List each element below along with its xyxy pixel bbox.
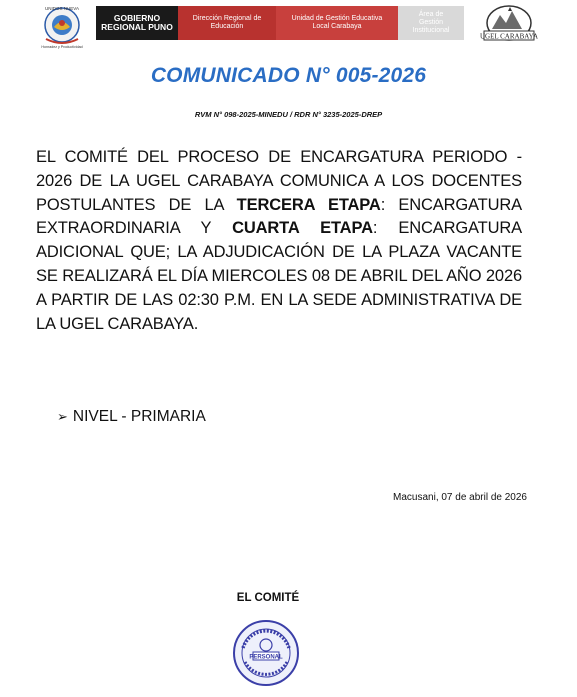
level-text: NIVEL - PRIMARIA — [72, 408, 206, 425]
right-logo-text: UGEL CARABAYA — [479, 32, 539, 41]
band-area-gestion: Área de Gestión Institucional — [398, 6, 464, 40]
stage-three-label: TERCERA ETAPA — [236, 195, 381, 214]
document-header — [0, 0, 577, 50]
date-line: Macusani, 07 de abril de 2026 — [393, 492, 527, 503]
ugel-carabaya-logo-icon — [478, 3, 540, 47]
district-coat-of-arms-icon — [38, 3, 86, 49]
seal-center-text: PERSONAL — [249, 654, 283, 661]
legal-reference: RVM N° 098-2025-MINEDU / RDR N° 3235-2025-DREP — [194, 110, 383, 119]
level-list-item — [57, 408, 206, 426]
stage-four-label: CUARTA ETAPA — [232, 219, 373, 238]
left-logo-top-text: UNIDOS NUEVA — [45, 6, 79, 11]
announcement-body: EL COMITÉ DEL PROCESO DE ENCARGATURA PERIODO - 2026 DE LA UGEL CARABAYA COMUNICA A LOS DOCENTES POSTULANTES DE LA TERCERA ETAPA: ENCARGATURA EXTRAORDINARIA Y CUARTA ETAPA: ENCARGATURA ADICIONAL QUE; LA ADJUDICACIÓN DE LA PLAZA VACANTE SE REALIZARÁ EL DÍA MIERCOLES 08 DE ABRIL DEL AÑO 2026 A PARTIR DE LAS 02:30 P.M. EN LA SEDE ADMINISTRATIVA DE LA UGEL CARABAYA. — [36, 148, 523, 333]
signature-title: EL COMITÉ — [236, 592, 300, 604]
band-ugel: Unidad de Gestión Educativa Local Carabaya — [276, 6, 398, 40]
left-logo-bottom-text: Honradez y Productividad — [41, 45, 83, 49]
page-title: COMUNICADO N° 005-2026 — [150, 64, 427, 87]
band-direccion-regional: Dirección Regional de Educación — [178, 6, 276, 40]
official-seal-icon — [231, 618, 301, 688]
band-gobierno-regional: GOBIERNO REGIONAL PUNO — [96, 6, 178, 40]
arrow-bullet-icon: ➢ — [57, 409, 68, 424]
